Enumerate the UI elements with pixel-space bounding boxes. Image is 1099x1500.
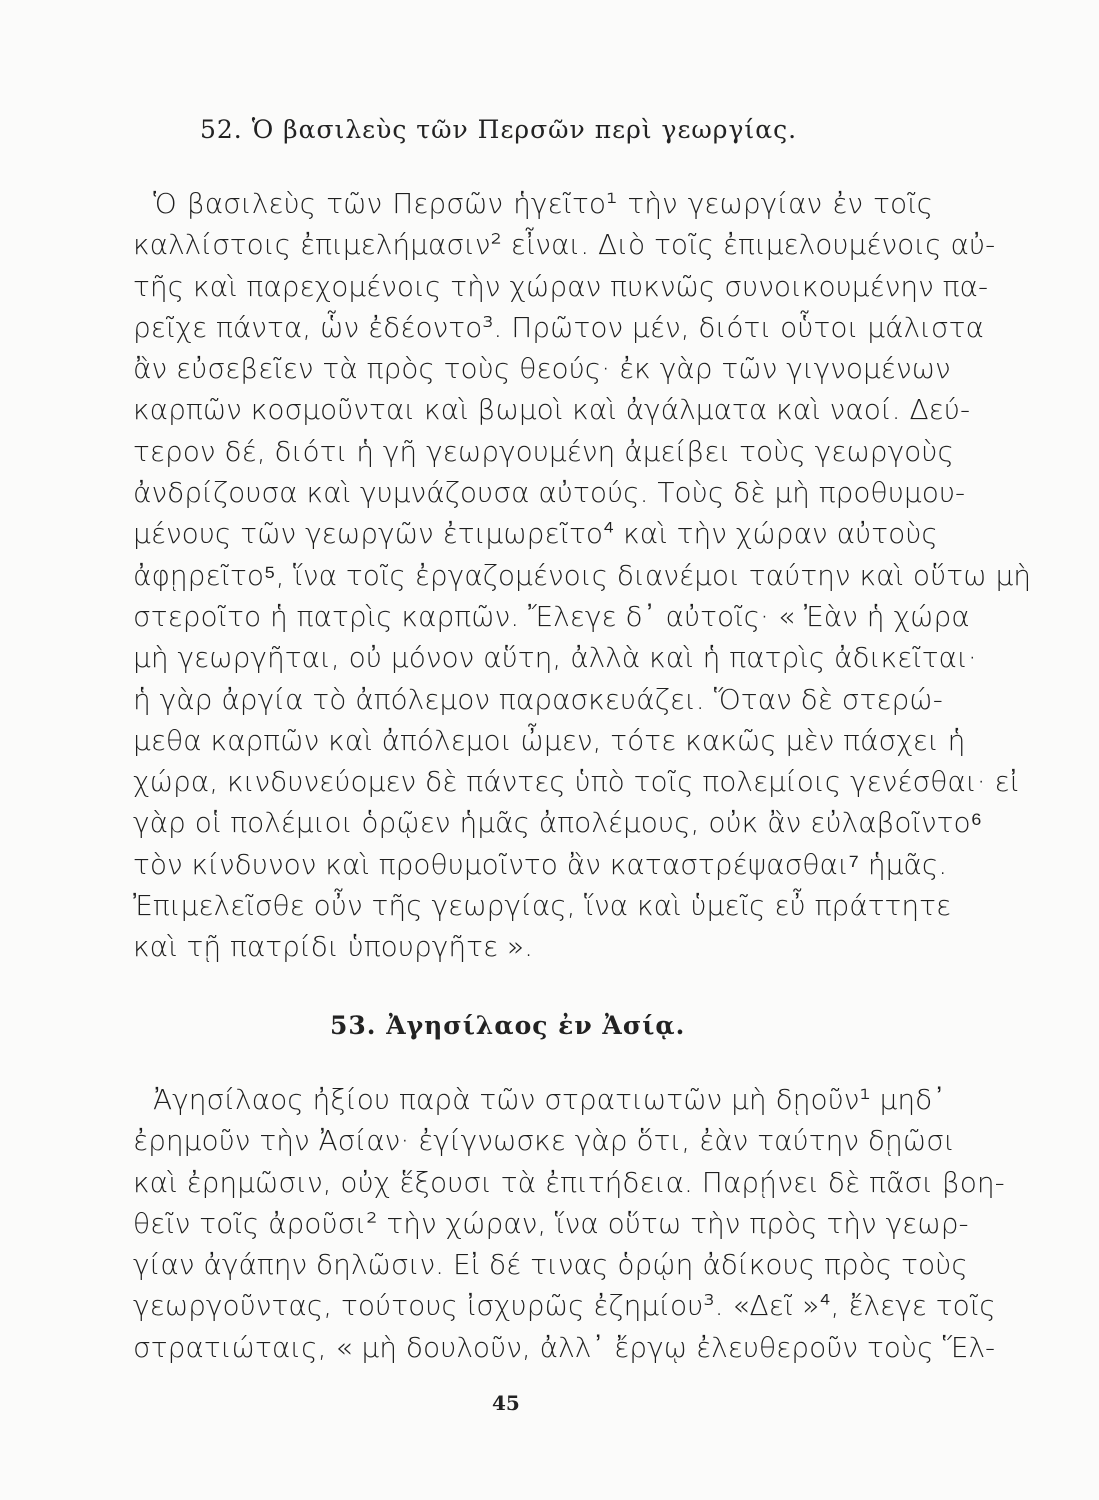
section-53-paragraph [133, 1079, 1005, 1368]
section-52-heading: 52. Ὁ βασιλεὺς τῶν Περσῶν περὶ γεωργίας. [200, 115, 798, 144]
text-line: ρεῖχε πάντα, ὧν ἐδέοντο³. Πρῶτον μέν, διότι οὗτοι μάλιστα [133, 310, 984, 344]
text-line: καλλίστοις ἐπιμελήμασιν² εἶναι. Διὸ τοῖς ἐπιμελουμένοις αὐ- [133, 228, 996, 262]
text-line: Ὁ βασιλεὺς τῶν Περσῶν ἡγεῖτο¹ τὴν γεωργίαν ἐν τοῖς [153, 187, 933, 220]
text-line: καὶ ἐρημῶσιν, οὐχ ἕξουσι τὰ ἐπιτήδεια. Παρῄνει δὲ πᾶσι βοη- [133, 1165, 1005, 1199]
text-line: γεωργοῦντας, τούτους ἰσχυρῶς ἐζημίου³. «Δεῖ »⁴, ἔλεγε τοῖς [133, 1289, 996, 1323]
text-line: Ἐπιμελεῖσθε οὖν τῆς γεωργίας, ἵνα καὶ ὑμεῖς εὖ πράττητε [133, 889, 952, 923]
text-line: ἀνδρίζουσα καὶ γυμνάζουσα αὐτούς. Τοὺς δὲ μὴ προθυμου- [133, 476, 966, 510]
text-line: στρατιώταις, « μὴ δουλοῦν, ἀλλ᾽ ἔργῳ ἐλευθεροῦν τοὺς Ἕλ- [133, 1330, 996, 1364]
text-line: μένους τῶν γεωργῶν ἐτιμωρεῖτο⁴ καὶ τὴν χώραν αὐτοὺς [133, 517, 938, 551]
text-line: Ἀγησίλαος ἠξίου παρὰ τῶν στρατιωτῶν μὴ δῃοῦν¹ μηδ᾽ [153, 1083, 947, 1116]
text-line: τῆς καὶ παρεχομένοις τὴν χώραν πυκνῶς συνοικουμένην πα- [133, 269, 989, 303]
text-line: μεθα καρπῶν καὶ ἀπόλεμοι ὦμεν, τότε κακῶς μὲν πάσχει ἡ [133, 723, 966, 757]
section-52-paragraph [133, 183, 1032, 968]
section-53-heading: 53. Ἀγησίλαος ἐν Ἀσίᾳ. [330, 1011, 686, 1040]
page-number: 45 [492, 1391, 520, 1415]
text-line: στεροῖτο ἡ πατρὶς καρπῶν. Ἔλεγε δ᾽ αὐτοῖς· « Ἐὰν ἡ χώρα [133, 599, 970, 633]
text-line: χώρα, κινδυνεύομεν δὲ πάντες ὑπὸ τοῖς πολεμίοις γενέσθαι· εἰ [133, 765, 1020, 799]
text-line: γὰρ οἱ πολέμιοι ὁρῷεν ἡμᾶς ἀπολέμους, οὐκ ἂν εὐλαβοῖντο⁶ [133, 806, 983, 840]
text-line: τὸν κίνδυνον καὶ προθυμοῖντο ἂν καταστρέψασθαι⁷ ἡμᾶς. [133, 847, 948, 881]
text-line: ἀφῃρεῖτο⁵, ἵνα τοῖς ἐργαζομένοις διανέμοι ταύτην καὶ οὕτω μὴ [133, 558, 1032, 592]
text-line: μὴ γεωργῆται, οὐ μόνον αὕτη, ἀλλὰ καὶ ἡ πατρὶς ἀδικεῖται· [133, 641, 977, 675]
text-line: τερον δέ, διότι ἡ γῆ γεωργουμένη ἀμείβει τοὺς γεωργοὺς [133, 434, 954, 468]
text-line: θεῖν τοῖς ἀροῦσι² τὴν χώραν, ἵνα οὕτω τὴν πρὸς τὴν γεωρ- [133, 1206, 969, 1240]
text-line: ἡ γὰρ ἀργία τὸ ἀπόλεμον παρασκευάζει. Ὅταν δὲ στερώ- [133, 682, 943, 716]
text-line: γίαν ἀγάπην δηλῶσιν. Εἰ δέ τινας ὁρῴη ἀδίκους πρὸς τοὺς [133, 1248, 968, 1282]
text-line: καρπῶν κοσμοῦνται καὶ βωμοὶ καὶ ἀγάλματα καὶ ναοί. Δεύ- [133, 393, 971, 427]
text-line: ἂν εὐσεβεῖεν τὰ πρὸς τοὺς θεούς· ἐκ γὰρ τῶν γιγνομένων [133, 352, 951, 386]
text-line: ἐρημοῦν τὴν Ἀσίαν· ἐγίγνωσκε γὰρ ὅτι, ἐὰν ταύτην δῃῶσι [133, 1124, 955, 1158]
text-line: καὶ τῇ πατρίδι ὑπουργῆτε ». [133, 930, 534, 964]
